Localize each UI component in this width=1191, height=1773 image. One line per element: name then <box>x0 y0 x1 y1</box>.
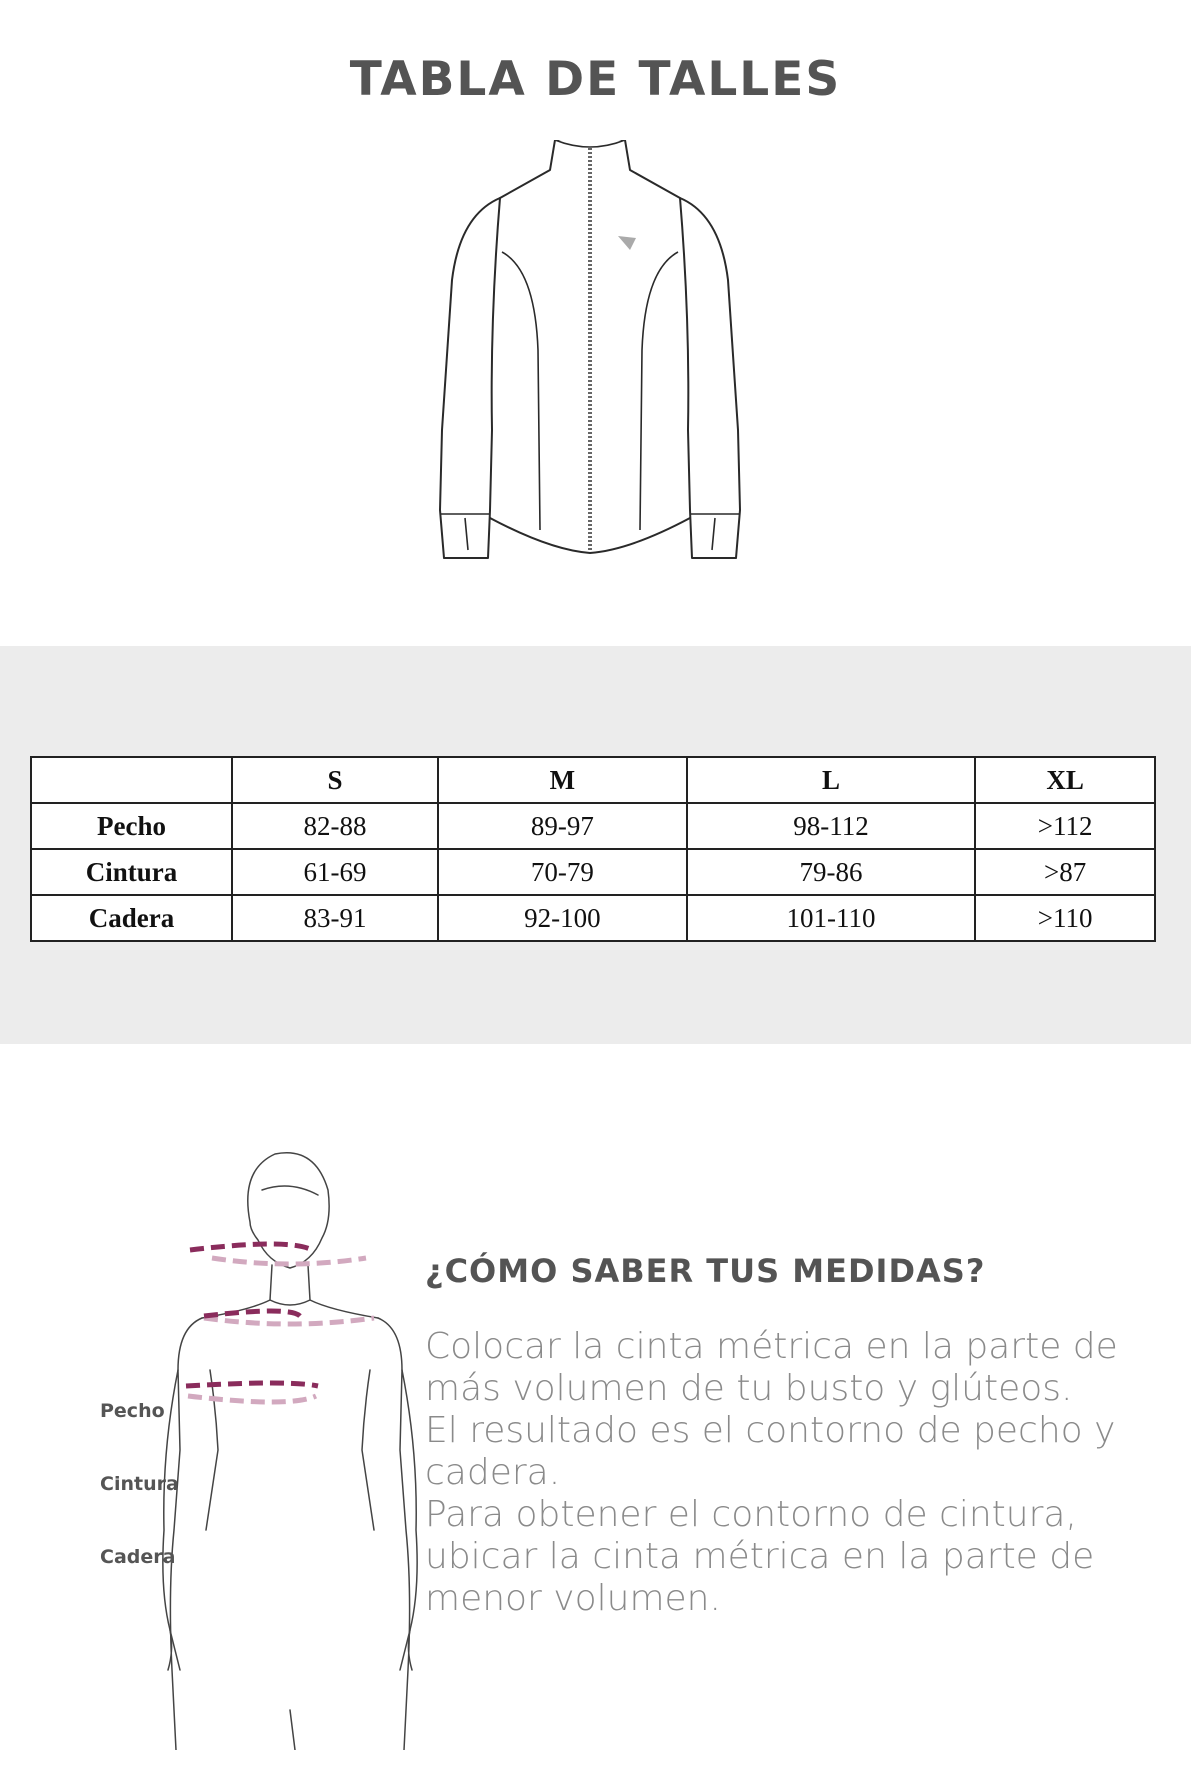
howto-text <box>425 1326 1145 1620</box>
header-cell: XL <box>975 757 1155 803</box>
howto-line: ubicar la cinta métrica en la parte de <box>425 1536 1095 1577</box>
row-label: Cadera <box>31 895 232 941</box>
header-cell <box>31 757 232 803</box>
table-row <box>31 803 1155 849</box>
table-cell: >87 <box>975 849 1155 895</box>
cadera-tape-front <box>186 1383 318 1386</box>
table-header-row <box>31 757 1155 803</box>
page-title: TABLA DE TALLES <box>349 52 842 107</box>
table-cell: 83-91 <box>232 895 438 941</box>
row-label: Cintura <box>31 849 232 895</box>
table-cell: 79-86 <box>687 849 975 895</box>
label-pecho: Pecho <box>100 1400 165 1422</box>
howto-line: menor volumen. <box>425 1578 721 1619</box>
table-cell: 70-79 <box>438 849 687 895</box>
table-row <box>31 849 1155 895</box>
table-cell: 89-97 <box>438 803 687 849</box>
table-cell: 98-112 <box>687 803 975 849</box>
howto-line: más volumen de tu busto y glúteos. <box>425 1368 1073 1409</box>
header-cell: M <box>438 757 687 803</box>
table-cell: 82-88 <box>232 803 438 849</box>
header-cell: S <box>232 757 438 803</box>
table-cell: 92-100 <box>438 895 687 941</box>
cadera-tape-back <box>188 1396 316 1402</box>
table-cell: 101-110 <box>687 895 975 941</box>
jacket-illustration <box>430 140 750 570</box>
body-figure-illustration <box>90 1150 440 1750</box>
table-cell: >110 <box>975 895 1155 941</box>
pecho-tape-front <box>190 1244 312 1250</box>
table-cell: >112 <box>975 803 1155 849</box>
howto-line: Para obtener el contorno de cintura, <box>425 1494 1077 1535</box>
label-cintura: Cintura <box>100 1473 179 1495</box>
howto-line: Colocar la cinta métrica en la parte de <box>425 1326 1118 1367</box>
howto-line: El resultado es el contorno de pecho y <box>425 1410 1116 1451</box>
howto-line: cadera. <box>425 1452 561 1493</box>
header-cell: L <box>687 757 975 803</box>
table-cell: 61-69 <box>232 849 438 895</box>
label-cadera: Cadera <box>100 1546 176 1568</box>
table-row <box>31 895 1155 941</box>
cintura-tape-back <box>204 1318 374 1324</box>
size-table <box>30 756 1156 942</box>
row-label: Pecho <box>31 803 232 849</box>
howto-heading: ¿CÓMO SABER TUS MEDIDAS? <box>425 1252 986 1290</box>
pecho-tape-back <box>212 1258 366 1264</box>
